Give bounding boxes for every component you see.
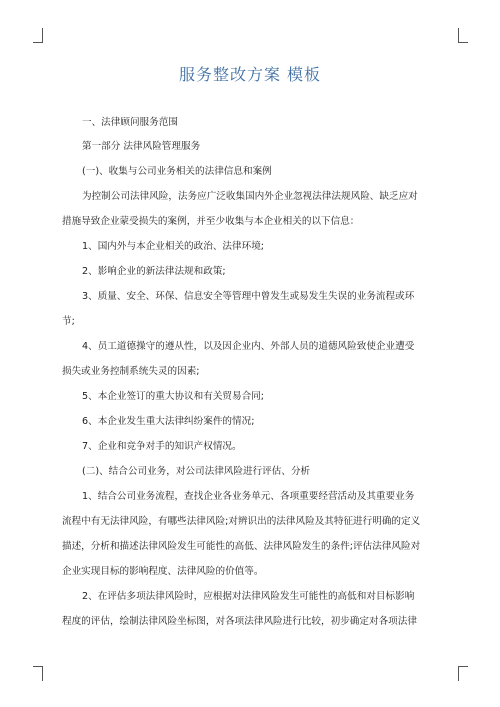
paragraph-line: 2、在评估多项法律风险时，应根据对法律风险发生可能性的高低和对目标影响 [82, 591, 415, 602]
crop-mark-bottom-left [33, 666, 43, 681]
list-item: 2、影响企业的新法律法规和政策; [82, 266, 226, 277]
paragraph-line: 措施导致企业蒙受损失的案例，并至少收集与本企业相关的以下信息： [62, 216, 360, 227]
paragraph-line: 企业实现目标的影响程度、法律风险的价值等。 [62, 566, 264, 577]
paragraph-line: 流程中有无法律风险，有哪些法律风险;对辨识出的法律风险及其特征进行明确的定义 [62, 516, 421, 527]
crop-mark-bottom-right [458, 666, 468, 681]
list-item-continuation: 节; [62, 316, 75, 327]
paragraph-line: 程度的评估，绘制法律风险坐标图，对各项法律风险进行比较，初步确定对各项法律 [62, 616, 417, 627]
crop-mark-top-right [458, 28, 468, 43]
list-item: 5、本企业签订的重大协议和有关贸易合同; [82, 391, 265, 402]
subsection-heading: (二)、结合公司业务，对公司法律风险进行评估、分析 [82, 466, 311, 477]
document-title: 服务整改方案 模板 [178, 65, 322, 84]
list-item: 1、国内外与本企业相关的政治、法律环境; [82, 241, 265, 252]
crop-mark-top-left [33, 28, 43, 43]
paragraph-line: 为控制公司法律风险，法务应广泛收集国内外企业忽视法律法规风险、缺乏应对 [82, 191, 418, 202]
list-item: 6、本企业发生重大法律纠纷案件的情况; [82, 416, 255, 427]
paragraph-line: 描述，分析和描述法律风险发生可能性的高低、法律风险发生的条件;评估法律风险对 [62, 541, 421, 552]
section-heading: 一、法律顾问服务范围 [82, 117, 178, 128]
list-item: 4、员工道德操守的遵从性，以及因企业内、外部人员的道德风险致使企业遭受 [82, 341, 415, 352]
list-item: 3、质量、安全、环保、信息安全等管理中曾发生或易发生失误的业务流程或环 [82, 291, 415, 302]
paragraph-line: 1、结合公司业务流程，查找企业各业务单元、各项重要经营活动及其重要业务 [82, 491, 415, 502]
subsection-heading: (一)、收集与公司业务相关的法律信息和案例 [82, 166, 272, 177]
list-item-continuation: 损失或业务控制系统失灵的因素; [62, 366, 200, 377]
part-heading: 第一部分 法律风险管理服务 [82, 141, 201, 152]
list-item: 7、企业和竞争对手的知识产权情况。 [82, 441, 242, 452]
